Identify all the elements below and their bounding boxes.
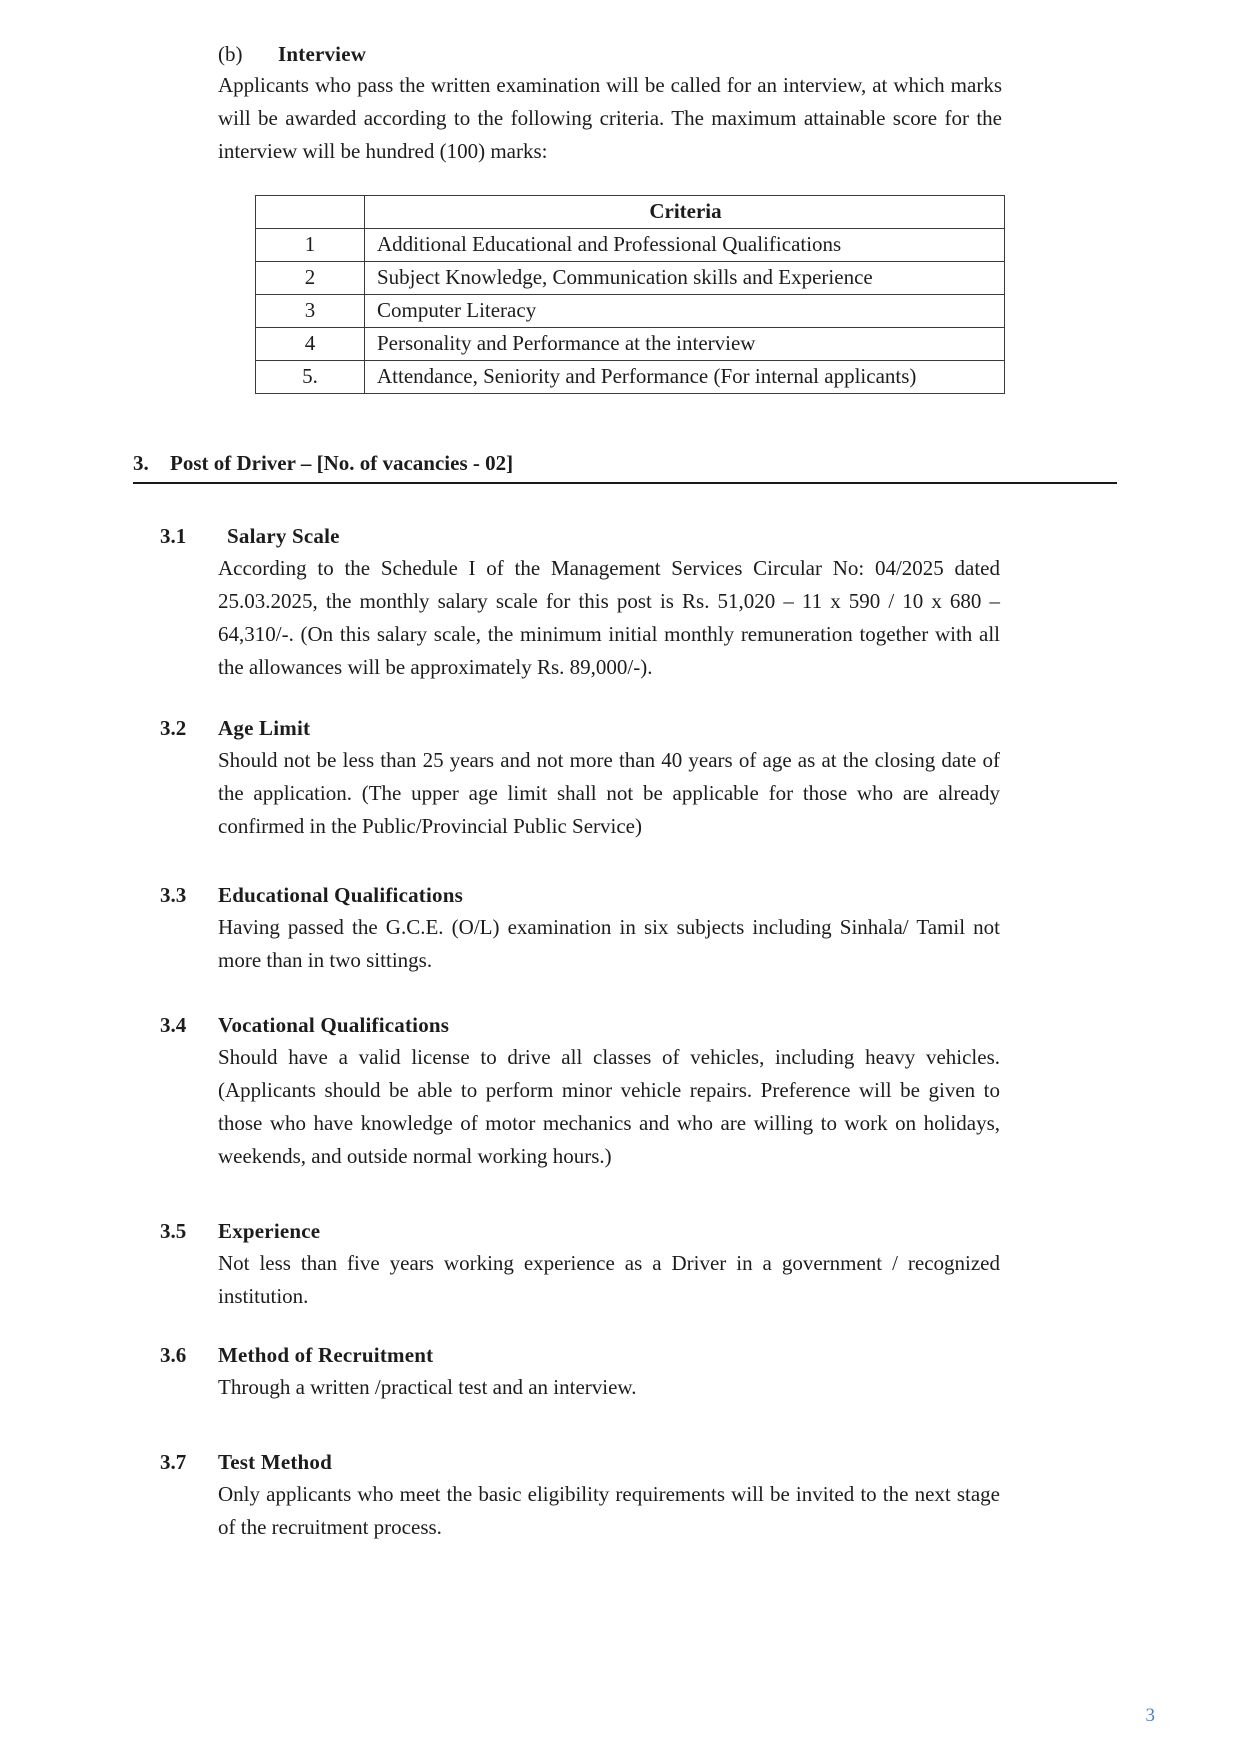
subsection-number: 3.2 [160,716,187,740]
page-number: 3 [1145,1705,1155,1726]
subsection-title: Salary Scale [227,524,340,548]
table-row [256,262,1005,295]
header-number-cell [256,196,365,229]
subsection-text: Should not be less than 25 years and not more than 40 years of age as at the closing date of the application. (The upper age limit shall not be applicable for those who are already confirmed in the Public/Provincial Public Service) [218,748,1000,838]
interview-label: (b) [218,42,243,66]
subsection-vocational-qualifications [160,1013,1133,1173]
interview-subsection [218,42,1133,394]
subsection-educational-qualifications [160,883,1133,977]
subsection-title: Method of Recruitment [218,1343,434,1367]
subsection-number: 3.7 [160,1450,187,1474]
row-criteria: Subject Knowledge, Communication skills and Experience [365,262,1005,295]
header-criteria-cell: Criteria [365,196,1005,229]
criteria-table [255,195,1005,394]
subsection-text: Only applicants who meet the basic eligibility requirements will be invited to the next stage of the recruitment process. [218,1482,1000,1539]
subsection-text: Having passed the G.C.E. (O/L) examination in six subjects including Sinhala/ Tamil not more than in two sittings. [218,915,1000,972]
table-row [256,328,1005,361]
row-number: 1 [256,229,365,262]
subsection-number: 3.3 [160,883,187,907]
row-criteria: Additional Educational and Professional Qualifications [365,229,1005,262]
subsection-text: According to the Schedule I of the Management Services Circular No: 04/2025 dated 25.03.2025, the monthly salary scale for this post is Rs. 51,020 – 11 x 590 / 10 x 680 – 64,310/-. (On this salary scale, the minimum initial monthly remuneration together with all the allowances will be approximately Rs. 89,000/-). [218,556,1000,679]
section-number: 3. [133,451,149,475]
subsection-number: 3.1 [160,524,187,548]
row-criteria: Personality and Performance at the interview [365,328,1005,361]
row-number: 4 [256,328,365,361]
subsection-salary-scale [160,524,1133,684]
post-of-driver-heading [133,451,1117,484]
row-number: 3 [256,295,365,328]
subsection-text: Should have a valid license to drive all classes of vehicles, including heavy vehicles. (Applicants should be able to perform minor vehicle repairs. Preference will be given to those who have knowledge of motor mechanics and who are willing to work on holidays, weekends, and outside normal working hours.) [218,1045,1000,1168]
table-row [256,361,1005,394]
interview-heading [218,42,1133,67]
subsection-number: 3.5 [160,1219,187,1243]
interview-paragraph: Applicants who pass the written examination will be called for an interview, at which marks will be awarded according to the following criteria. The maximum attainable score for the interview will be hundred (100) marks: [218,73,1002,163]
subsection-title: Experience [218,1219,321,1243]
subsection-title: Vocational Qualifications [218,1013,450,1037]
interview-title: Interview [278,42,367,66]
subsection-text: Not less than five years working experience as a Driver in a government / recognized institution. [218,1251,1000,1308]
subsection-number: 3.6 [160,1343,187,1367]
table-row [256,229,1005,262]
subsection-test-method [160,1450,1133,1544]
subsection-title: Test Method [218,1450,333,1474]
subsection-title: Age Limit [218,716,311,740]
row-number: 2 [256,262,365,295]
subsection-experience [160,1219,1133,1313]
subsection-text: Through a written /practical test and an interview. [218,1375,637,1399]
row-criteria: Attendance, Seniority and Performance (For internal applicants) [365,361,1005,394]
table-header-row [256,196,1005,229]
row-number: 5. [256,361,365,394]
section-title: Post of Driver – [No. of vacancies - 02] [170,451,514,475]
row-criteria: Computer Literacy [365,295,1005,328]
subsection-number: 3.4 [160,1013,187,1037]
subsection-title: Educational Qualifications [218,883,463,907]
subsection-method-of-recruitment [160,1343,1133,1404]
table-row [256,295,1005,328]
subsection-age-limit [160,716,1133,843]
